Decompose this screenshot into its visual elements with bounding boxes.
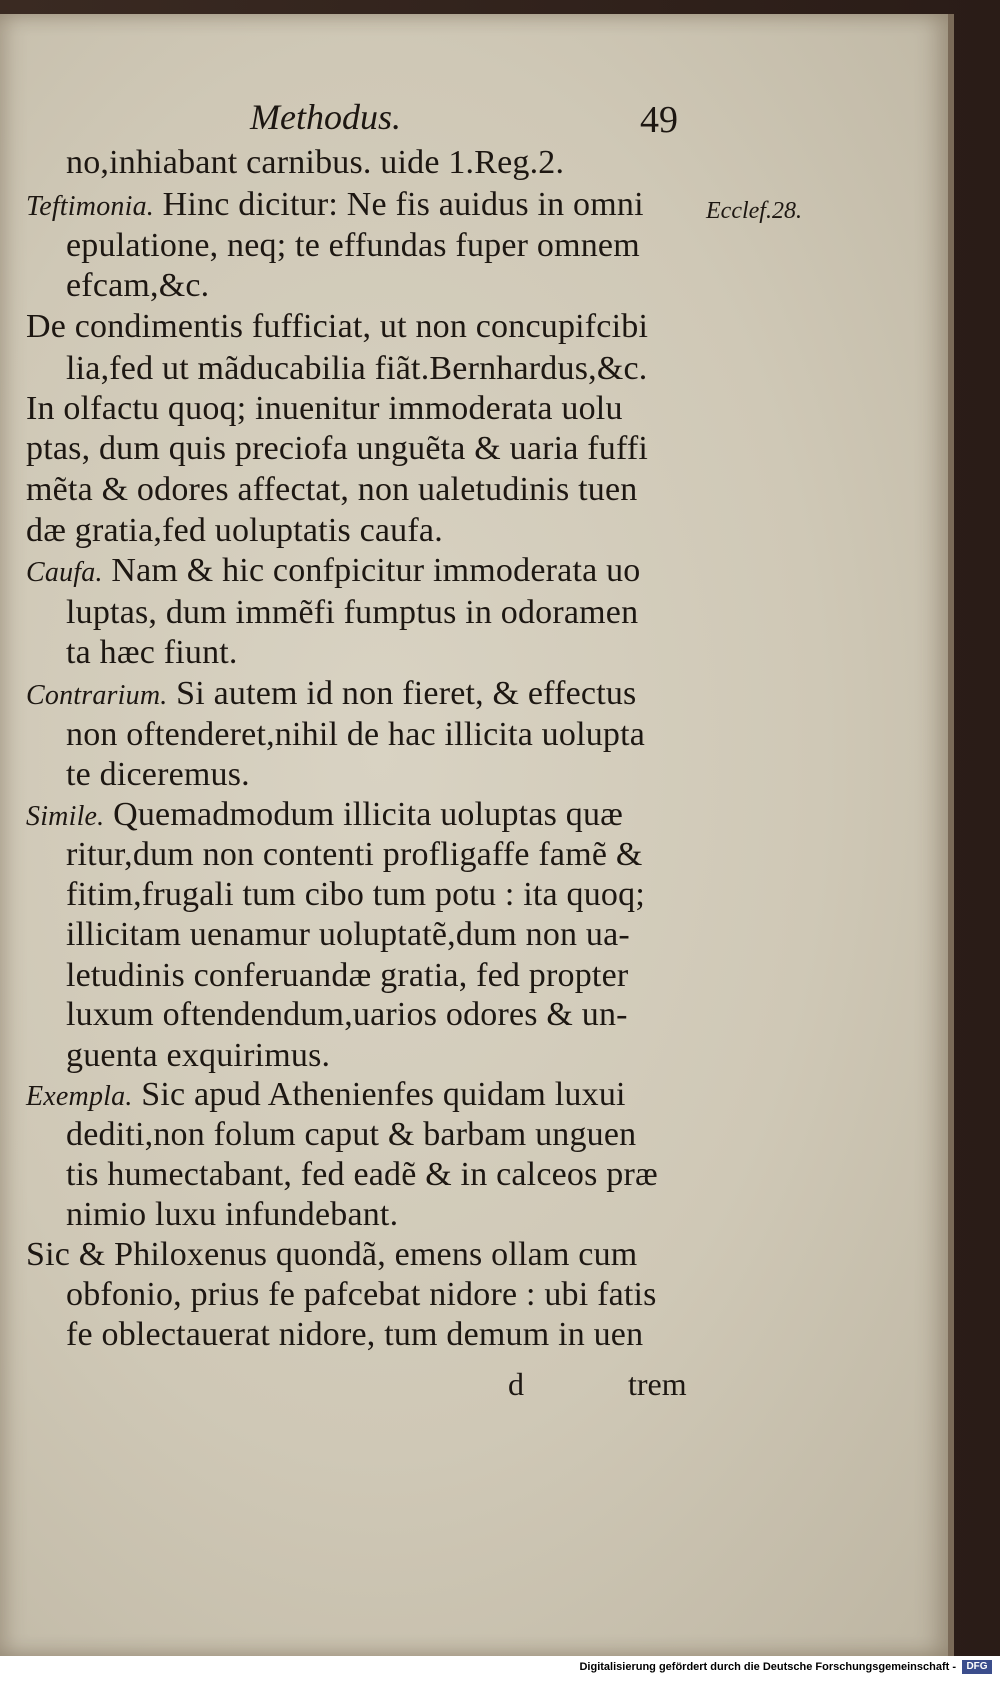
line-text: In olfactu quoq; inuenitur immoderata uolu xyxy=(26,390,623,427)
text-line xyxy=(26,186,644,224)
text-line xyxy=(66,634,238,672)
text-line xyxy=(66,267,209,305)
text-line xyxy=(66,594,638,632)
line-text: fe oblectauerat nidore, tum demum in uen xyxy=(66,1316,644,1353)
margin-note: Ecclef.28. xyxy=(706,198,802,224)
line-text: nimio luxu infundebant. xyxy=(66,1196,399,1233)
line-text: ritur,dum non contenti profligaffe famẽ & xyxy=(66,836,643,873)
line-text: ptas, dum quis preciofa unguẽta & uaria fuffi xyxy=(26,430,649,467)
text-line xyxy=(26,1236,637,1274)
dfg-logo: DFG xyxy=(962,1660,992,1674)
line-text: efcam,&c. xyxy=(66,267,210,304)
line-text: epulatione, neq; te effundas fuper omnem xyxy=(66,227,640,264)
text-line xyxy=(26,512,443,550)
line-text: obfonio, prius fe pafcebat nidore : ubi fatis xyxy=(66,1276,657,1313)
line-text: Hinc dicitur: Ne fis auidus in omni xyxy=(153,186,644,223)
text-line xyxy=(66,836,643,874)
text-line xyxy=(26,796,623,834)
line-text: lia,fed ut mãducabilia fiãt.Bernhardus,&c. xyxy=(66,350,648,387)
text-line xyxy=(66,1037,330,1075)
line-text: ta hæc fiunt. xyxy=(66,634,238,671)
line-text: no,inhiabant carnibus. uide 1.Reg.2. xyxy=(66,144,565,181)
line-text: tis humectabant, fed eadẽ & in calceos præ xyxy=(66,1156,658,1193)
line-text: Si autem id non fieret, & effectus xyxy=(167,675,637,712)
text-line xyxy=(66,1196,398,1234)
running-title: Methodus. xyxy=(250,97,401,137)
book-page xyxy=(0,14,954,1656)
signature-mark: d xyxy=(508,1366,524,1402)
line-text: fitim,frugali tum cibo tum potu : ita quoq; xyxy=(66,876,645,913)
text-line xyxy=(66,876,645,914)
text-line xyxy=(66,996,628,1034)
text-line xyxy=(26,552,640,590)
page-number: 49 xyxy=(640,99,678,141)
text-line xyxy=(66,227,640,265)
text-line xyxy=(66,144,564,182)
section-label: Caufa. xyxy=(26,557,103,588)
line-text: Sic & Philoxenus quondã, emens ollam cum xyxy=(26,1236,638,1273)
text-line xyxy=(66,716,645,754)
line-text: luxum oftendendum,uarios odores & un- xyxy=(66,996,628,1033)
section-label: Exempla. xyxy=(26,1081,133,1112)
line-text: te diceremus. xyxy=(66,756,250,793)
text-line xyxy=(26,675,636,713)
line-text: luptas, dum immẽfi fumptus in odoramen xyxy=(66,594,639,631)
footer-credit: Digitalisierung gefördert durch die Deutsche Forschungsgemeinschaft - xyxy=(579,1661,956,1673)
catchword: trem xyxy=(628,1366,687,1402)
line-text: illicitam uenamur uoluptatẽ,dum non ua- xyxy=(66,916,630,953)
line-text: Nam & hic confpicitur immoderata uo xyxy=(102,552,641,589)
line-text: dæ gratia,fed uoluptatis caufa. xyxy=(26,512,443,549)
text-line xyxy=(66,1116,636,1154)
text-line xyxy=(26,390,623,428)
text-line xyxy=(66,957,628,995)
section-label: Simile. xyxy=(26,801,105,832)
line-text: Sic apud Athenienfes quidam luxui xyxy=(132,1076,626,1113)
line-text: letudinis conferuandæ gratia, fed propter xyxy=(66,957,629,994)
text-line xyxy=(26,430,648,468)
line-text: non oftenderet,nihil de hac illicita uolupta xyxy=(66,716,646,753)
line-text: dediti,non folum caput & barbam unguen xyxy=(66,1116,637,1153)
text-line xyxy=(26,308,648,346)
text-line xyxy=(26,471,638,509)
text-line xyxy=(66,350,647,388)
line-text: mẽta & odores affectat, non ualetudinis tuen xyxy=(26,471,638,508)
line-text: De condimentis fufficiat, ut non concupifcibi xyxy=(26,308,649,345)
text-line xyxy=(66,1316,643,1354)
text-line xyxy=(66,1156,658,1194)
text-line xyxy=(66,756,250,794)
section-label: Contrarium. xyxy=(26,680,168,711)
section-label: Teftimonia. xyxy=(26,191,154,222)
line-text: Quemadmodum illicita uoluptas quæ xyxy=(104,796,624,833)
text-line xyxy=(66,1276,657,1314)
text-line xyxy=(66,916,630,954)
line-text: guenta exquirimus. xyxy=(66,1037,331,1074)
text-line xyxy=(26,1076,626,1114)
